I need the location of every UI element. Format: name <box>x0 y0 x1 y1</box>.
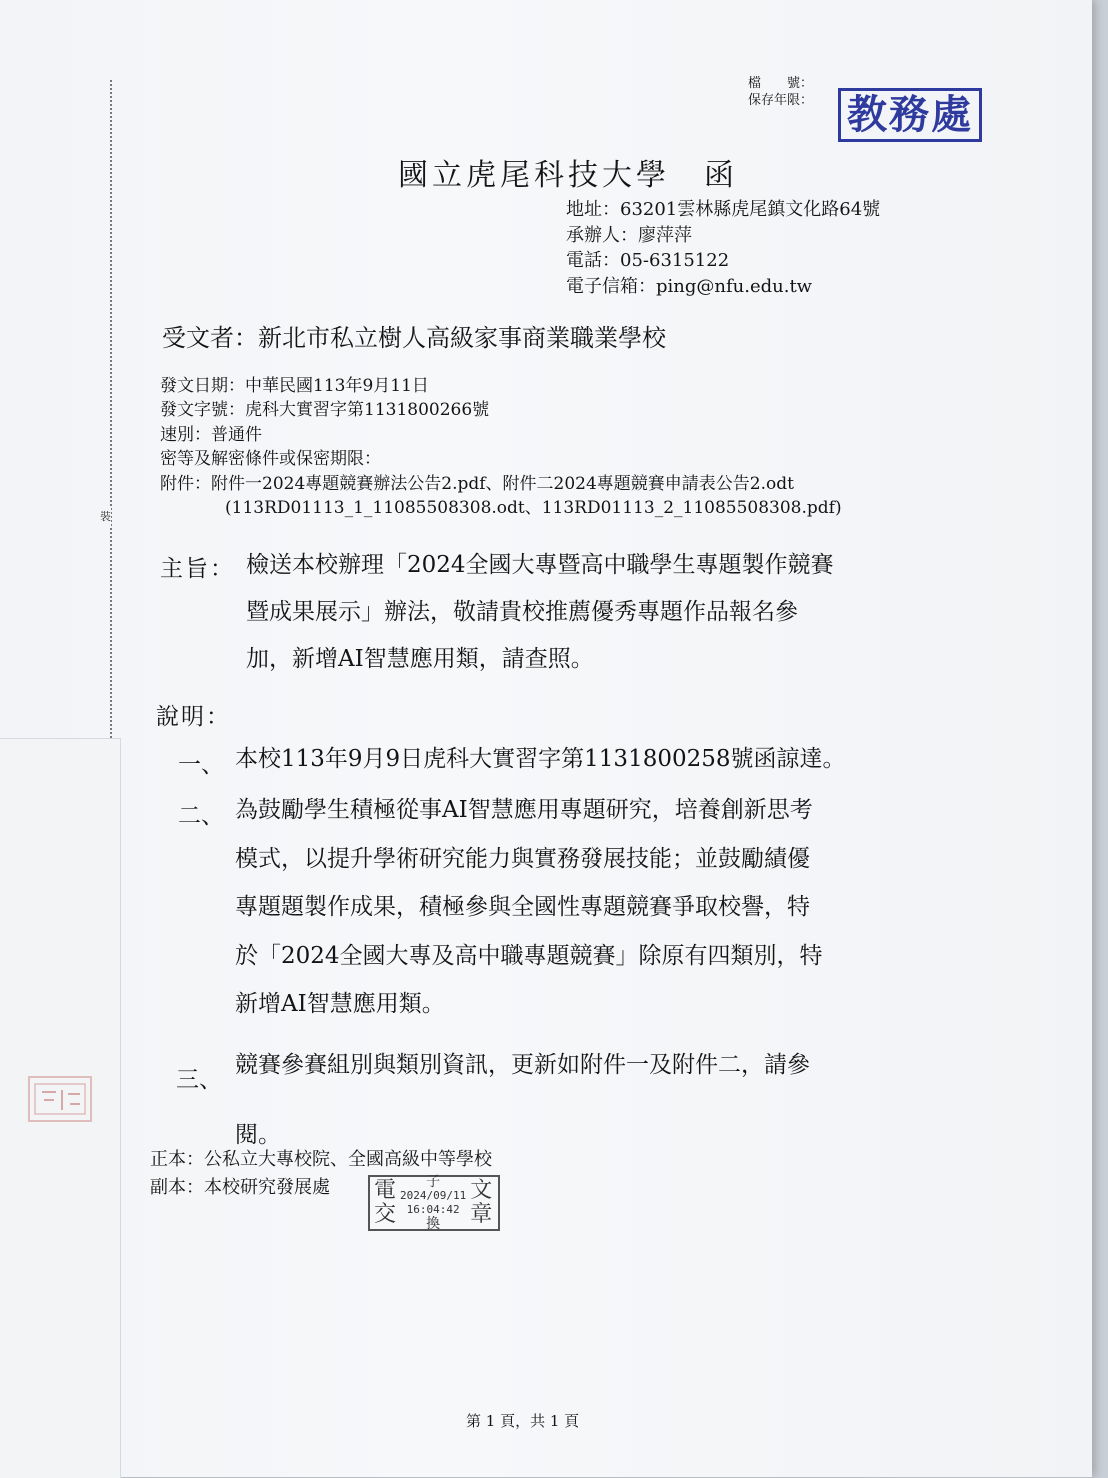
contact-address: 地址：63201雲林縣虎尾鎮文化路64號 <box>566 199 881 220</box>
stamp-date: 2024/09/11 <box>400 1189 467 1202</box>
e-exchange-stamp <box>368 1175 500 1231</box>
attachments-line-2: (113RD01113_1_11085508308.odt、113RD01113_2_11085508308.pdf) <box>225 498 842 519</box>
stamp-datetime <box>400 1175 466 1231</box>
stamp-char: 章 <box>470 1202 493 1227</box>
department-stamp: 教務處 <box>838 88 982 142</box>
item-line: 閱。 <box>235 1122 281 1148</box>
item-two <box>235 786 940 1029</box>
item-line: 模式，以提升學術研究能力與實務發展技能；並鼓勵績優 <box>235 845 810 872</box>
contact-phone: 電話：05-6315122 <box>566 250 730 272</box>
item-line: 專題題製作成果，積極參與全國性專題競賽爭取校譽，特 <box>235 894 810 920</box>
item-line: 新增AI智慧應用類。 <box>235 991 445 1017</box>
subject-line: 暨成果展示」辦法，敬請貴校推薦優秀專題作品報名參 <box>246 599 798 625</box>
explanation-label: 說明： <box>156 704 231 730</box>
speed-class: 速別：普通件 <box>160 424 262 445</box>
item-one <box>235 735 940 784</box>
binding-mark: 裝 <box>100 506 111 526</box>
item-line: 競賽參賽組別與類別資訊，更新如附件一及附件二，請參 <box>235 1052 810 1078</box>
original-recipients: 正本：公私立大專校院、全國高級中等學校 <box>150 1149 492 1170</box>
item-number: 二、 <box>178 803 224 829</box>
receiver: 受文者：新北市私立樹人高級家事商業職業學校 <box>162 324 666 352</box>
item-line: 於「2024全國大專及高中職專題競賽」除原有四類別，特 <box>235 942 823 969</box>
item-number: 三、 <box>176 1067 222 1093</box>
secrecy-level: 密等及解密條件或保密期限： <box>160 449 381 470</box>
subject-line: 加，新增AI智慧應用類，請查照。 <box>246 646 594 672</box>
stamp-char: 文 <box>470 1178 493 1203</box>
attachments-line-1: 附件：附件一2024專題競賽辦法公告2.pdf、附件二2024專題競賽申請表公告2.odt <box>160 473 794 494</box>
retention-label: 保存年限： <box>748 93 814 108</box>
subject-text <box>246 542 946 683</box>
underlying-red-stamp <box>28 1076 92 1122</box>
stamp-time: 16:04:42 <box>406 1203 460 1216</box>
item-line: 本校113年9月9日虎科大實習字第1131800258號函諒達。 <box>235 746 846 772</box>
contact-email: 電子信箱：ping@nfu.edu.tw <box>566 275 813 297</box>
stamp-char: 子 <box>426 1174 441 1190</box>
document-title: 國立虎尾科技大學 函 <box>398 158 738 193</box>
item-line: 為鼓勵學生積極從事AI智慧應用專題研究，培養創新思考 <box>235 797 813 823</box>
copy-recipients: 副本：本校研究發展處 <box>150 1177 330 1198</box>
underlying-sheet <box>0 738 121 1478</box>
document-fields <box>160 374 842 520</box>
subject-line: 檢送本校辦理「2024全國大專暨高中職學生專題製作競賽 <box>246 552 834 578</box>
subject-label: 主旨： <box>160 556 235 582</box>
item-number: 一、 <box>178 752 224 778</box>
stamp-left-column <box>374 1179 396 1227</box>
file-no-label: 檔 號： <box>748 76 814 91</box>
contact-officer: 承辦人：廖萍萍 <box>566 224 692 246</box>
stamp-char: 交 <box>374 1202 397 1227</box>
faded-stamp-icon <box>32 1080 88 1118</box>
document-number: 發文字號：虎科大實習字第1131800266號 <box>160 400 490 421</box>
issue-date: 發文日期：中華民國113年9月11日 <box>160 376 429 396</box>
page-number: 第 1 頁，共 1 頁 <box>466 1412 580 1430</box>
contact-block <box>566 197 880 299</box>
stamp-char: 換 <box>426 1216 441 1232</box>
stamp-right-column <box>470 1179 492 1227</box>
stamp-char: 電 <box>374 1178 397 1203</box>
